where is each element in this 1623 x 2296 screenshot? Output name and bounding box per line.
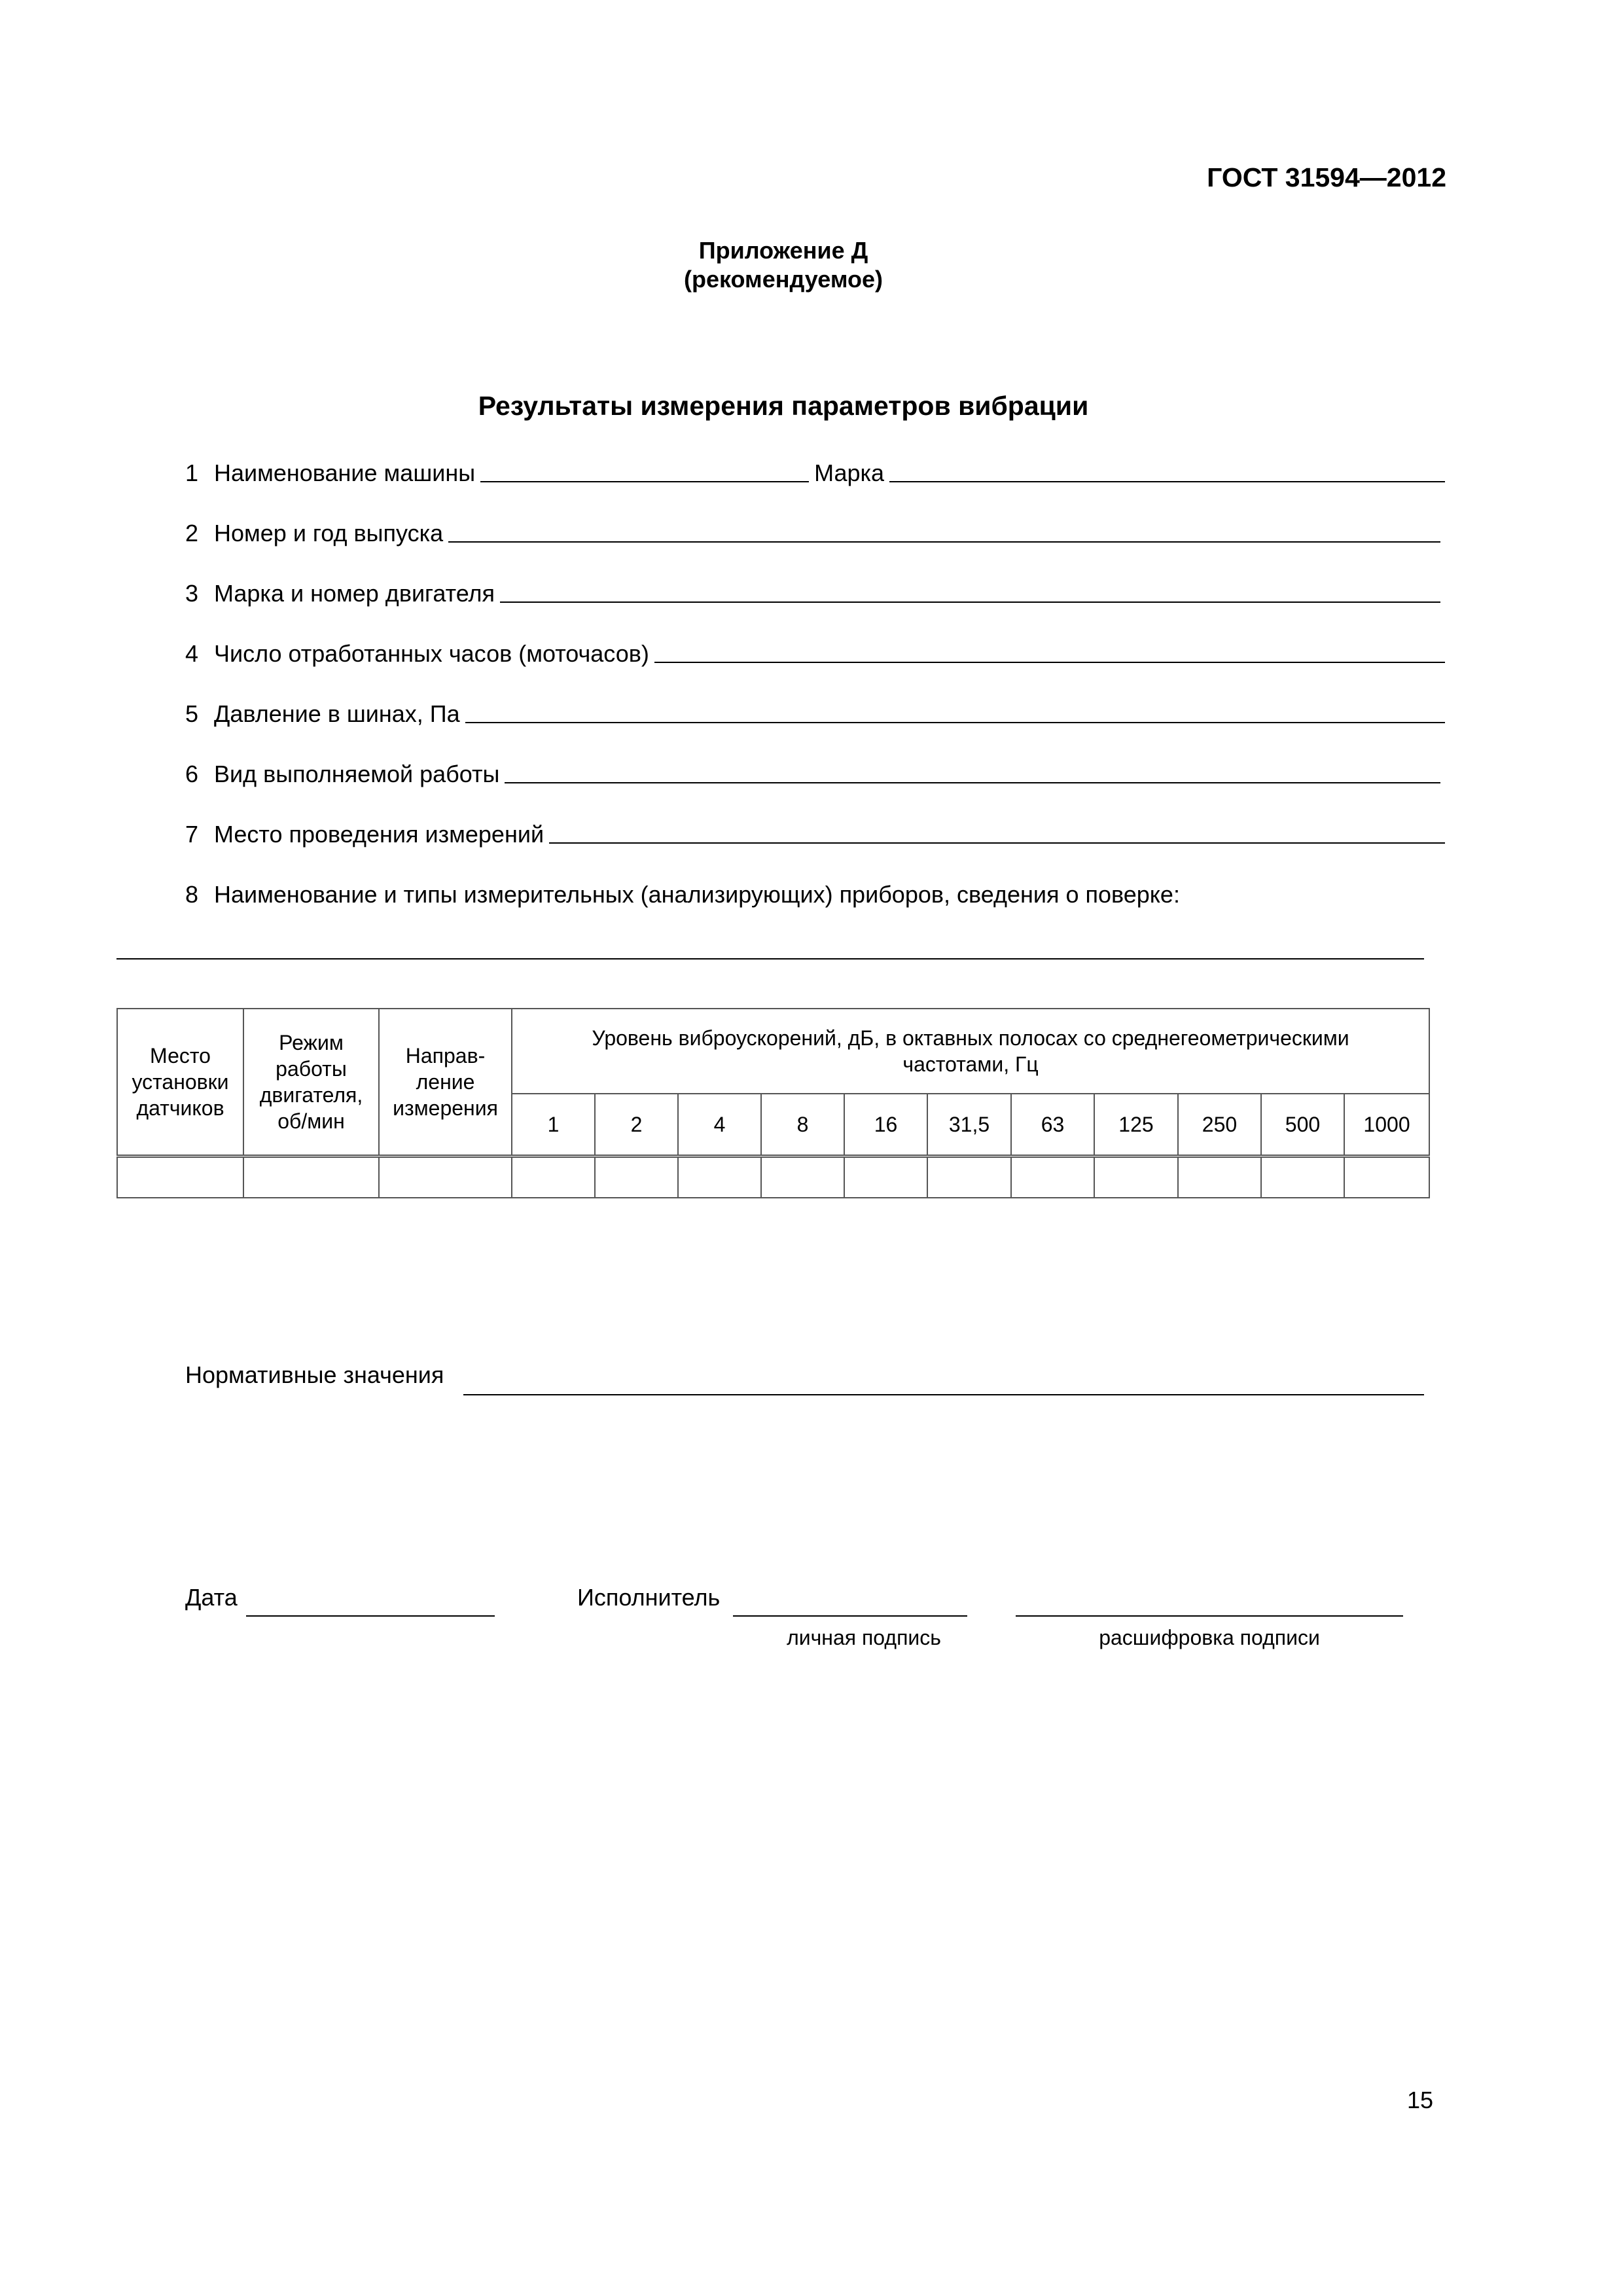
field-label-brand: Марка	[814, 459, 885, 486]
table-row	[117, 1157, 1429, 1198]
hours-blank[interactable]	[654, 661, 1445, 663]
table-cell[interactable]	[1178, 1157, 1261, 1198]
frequency-header-cell: 63	[1011, 1094, 1094, 1157]
date-blank[interactable]	[246, 1615, 495, 1617]
table-cell[interactable]	[1344, 1157, 1429, 1198]
tire-pressure-blank[interactable]	[465, 721, 1445, 723]
field-label: Номер и год выпуска	[214, 520, 444, 547]
personal-signature-blank[interactable]	[733, 1615, 967, 1617]
signature-decoding-blank[interactable]	[1016, 1615, 1403, 1617]
table-cell[interactable]	[512, 1157, 595, 1198]
table-cell[interactable]	[117, 1157, 243, 1198]
page-title: Результаты измерения параметров вибрации	[478, 391, 1089, 421]
work-type-blank[interactable]	[505, 781, 1440, 783]
personal-signature-caption: личная подпись	[787, 1626, 941, 1649]
table-cell[interactable]	[1011, 1157, 1094, 1198]
field-number: 6	[185, 761, 199, 787]
frequency-header-cell: 1	[512, 1094, 595, 1157]
engine-blank[interactable]	[500, 601, 1440, 603]
normative-blank[interactable]	[463, 1394, 1424, 1395]
signature-decoding-caption: расшифровка подписи	[1099, 1626, 1320, 1649]
frequency-header-cell: 16	[844, 1094, 927, 1157]
frequency-header-cell: 125	[1094, 1094, 1178, 1157]
field-label: Наименование и типы измерительных (анализирующих) приборов, сведения о поверке:	[214, 881, 1180, 908]
table-cell[interactable]	[595, 1157, 678, 1198]
field-label: Марка и номер двигателя	[214, 580, 495, 607]
field-label: Давление в шинах, Па	[214, 700, 460, 727]
table-cell[interactable]	[243, 1157, 379, 1198]
field-machine-name	[185, 453, 1445, 487]
table-cell[interactable]	[761, 1157, 844, 1198]
frequency-header-cell: 31,5	[927, 1094, 1011, 1157]
field-number: 7	[185, 821, 199, 848]
field-label: Место проведения измерений	[214, 821, 544, 848]
table-cell[interactable]	[379, 1157, 512, 1198]
field-number: 8	[185, 881, 199, 908]
date-label: Дата	[185, 1584, 238, 1611]
field-label: Наименование машины	[214, 459, 476, 486]
header-measurement-direction: Направ-ление измерения	[379, 1009, 512, 1157]
table-cell[interactable]	[1261, 1157, 1344, 1198]
header-engine-mode: Режим работы двигателя, об/мин	[243, 1009, 379, 1157]
instruments-blank[interactable]	[116, 958, 1424, 960]
frequency-header-cell: 8	[761, 1094, 844, 1157]
field-serial-year	[185, 513, 1440, 547]
table-cell[interactable]	[1094, 1157, 1178, 1198]
vibration-results-table	[116, 1008, 1430, 1198]
field-number: 1	[185, 459, 199, 486]
field-hours	[185, 634, 1445, 668]
field-number: 4	[185, 640, 199, 667]
table-cell[interactable]	[927, 1157, 1011, 1198]
header-acceleration-level: Уровень виброускорений, дБ, в октавных полосах со среднегеометрическими частотами, Гц	[512, 1009, 1429, 1094]
frequency-header-cell: 1000	[1344, 1094, 1429, 1157]
frequency-header-cell: 2	[595, 1094, 678, 1157]
field-label: Число отработанных часов (моточасов)	[214, 640, 649, 667]
annex-title: Приложение Д	[698, 237, 868, 264]
field-instruments	[185, 874, 1445, 908]
field-number: 3	[185, 580, 199, 607]
normative-label: Нормативные значения	[185, 1361, 444, 1388]
serial-year-blank[interactable]	[448, 541, 1440, 543]
document-code: ГОСТ 31594—2012	[1207, 162, 1446, 192]
brand-blank[interactable]	[889, 480, 1445, 482]
measurement-place-blank[interactable]	[549, 842, 1445, 844]
executor-label: Исполнитель	[577, 1584, 721, 1611]
field-number: 2	[185, 520, 199, 547]
page-number: 15	[1406, 2087, 1433, 2113]
annex-subtitle: (рекомендуемое)	[684, 266, 883, 293]
field-measurement-place	[185, 814, 1445, 848]
table-cell[interactable]	[844, 1157, 927, 1198]
frequency-header-cell: 250	[1178, 1094, 1261, 1157]
field-tire-pressure	[185, 694, 1445, 728]
field-number: 5	[185, 700, 199, 727]
field-label: Вид выполняемой работы	[214, 761, 500, 787]
field-engine	[185, 573, 1440, 607]
header-sensor-location: Место установки датчиков	[117, 1009, 243, 1157]
table-cell[interactable]	[678, 1157, 761, 1198]
field-work-type	[185, 754, 1440, 788]
frequency-header-cell: 4	[678, 1094, 761, 1157]
frequency-header-cell: 500	[1261, 1094, 1344, 1157]
machine-name-blank[interactable]	[480, 480, 809, 482]
